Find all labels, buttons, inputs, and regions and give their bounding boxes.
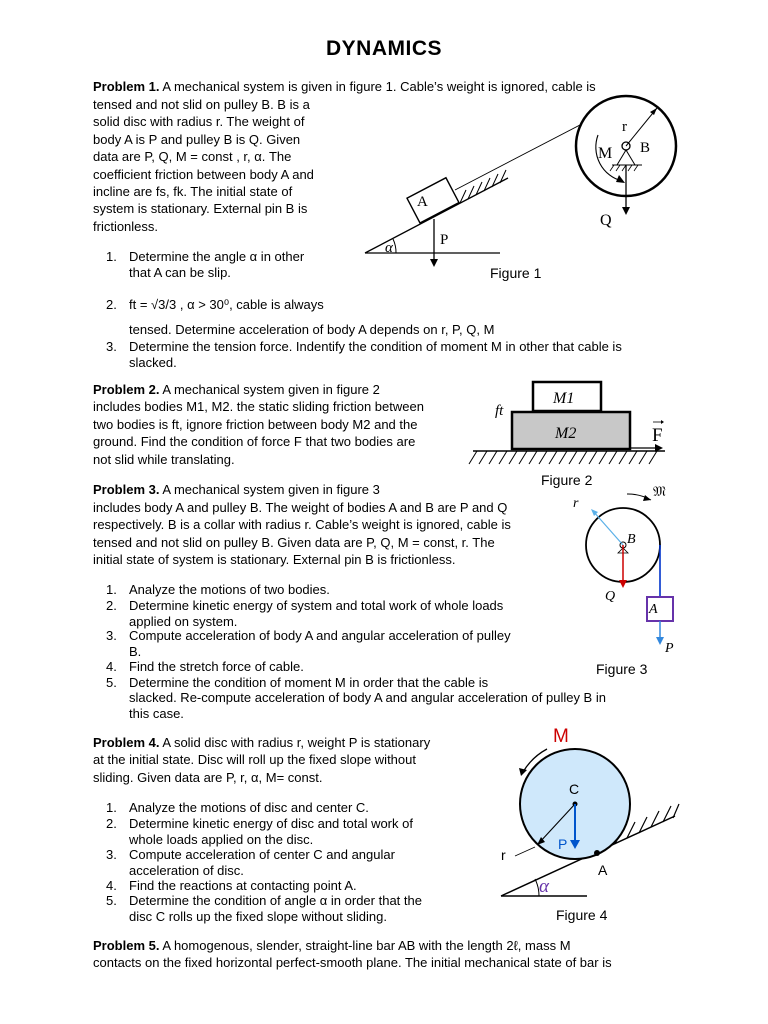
- label-Q: Q: [600, 212, 612, 229]
- problem-1-intro: [93, 78, 675, 95]
- problem-4-item-number: 1.: [106, 800, 117, 815]
- problem-5-body: [93, 937, 675, 972]
- item-line: slacked. Re-compute acceleration of body A and angular acceleration of pulley B in: [129, 690, 606, 705]
- problem-4-item-number: 5.: [106, 893, 117, 908]
- label-r: r: [573, 496, 579, 511]
- item-line: ft = √3/3 , α > 30⁰, cable is always: [129, 297, 324, 312]
- problem-3-item-number: 1.: [106, 582, 117, 597]
- label-M: M: [553, 726, 569, 747]
- problem-1-line: frictionless.: [93, 218, 159, 234]
- label-moment: 𝔐: [653, 485, 666, 500]
- problem-4-item-number: 4.: [106, 878, 117, 893]
- problem-1-line: solid disc with radius r. The weight of: [93, 114, 305, 130]
- problem-4-label: Problem 4.: [93, 735, 160, 750]
- problem-1-line: system is stationary. External pin B is: [93, 201, 308, 217]
- item-line: Analyze the motions of two bodies.: [129, 582, 330, 597]
- label-M1: M1: [553, 390, 575, 407]
- label-P: P: [440, 232, 449, 248]
- figure-1: [360, 95, 680, 270]
- problem-1-line: tensed and not slid on pulley B. B is a: [93, 97, 310, 112]
- problem-1-line: incline are fs, fk. The initial state of: [93, 184, 293, 200]
- page-title: DYNAMICS: [325, 37, 442, 60]
- label-r: r: [501, 847, 506, 863]
- label-r: r: [622, 119, 627, 135]
- item-line: slacked.: [129, 354, 177, 370]
- figure-4: [495, 722, 685, 904]
- problem-1-item-continued: [129, 322, 675, 338]
- item-line: Find the reactions at contacting point A.: [129, 878, 357, 893]
- label-B: B: [627, 532, 636, 547]
- problem-4-body: [93, 734, 479, 786]
- problem-1-intro-text: A mechanical system is given in figure 1. Cable’s weight is ignored, cable is: [162, 79, 596, 94]
- problem-3-label: Problem 3.: [93, 482, 160, 497]
- problem-3-item: [129, 659, 559, 675]
- problem-4-item: [129, 878, 479, 894]
- label-ft: ft: [495, 403, 504, 419]
- item-line: that A can be slip.: [129, 264, 231, 280]
- problem-4-line: at the initial state. Disc will roll up the fixed slope without: [93, 752, 416, 768]
- problem-5-line: A homogenous, slender, straight-line bar AB with the length 2ℓ, mass M: [162, 938, 571, 953]
- problem-3-line: A mechanical system given in figure 3: [162, 482, 380, 497]
- item-line: Determine the tension force. Indentify the condition of moment M in other that cable is: [129, 339, 622, 354]
- problem-3-item: [129, 675, 559, 691]
- problem-3-item-number: 5.: [106, 675, 117, 690]
- problem-4-item-number: 2.: [106, 816, 117, 831]
- item-line: Determine kinetic energy of disc and total work of: [129, 816, 413, 831]
- item-line: Find the stretch force of cable.: [129, 659, 304, 674]
- item-line: B.: [129, 643, 142, 659]
- label-M2: M2: [555, 425, 577, 442]
- item-line: Compute acceleration of center C and angular: [129, 847, 395, 862]
- problem-2-label: Problem 2.: [93, 382, 160, 397]
- item-line: Analyze the motions of disc and center C.: [129, 800, 369, 815]
- item-line: whole loads applied on the disc.: [129, 831, 314, 847]
- label-P: P: [558, 836, 568, 852]
- problem-1-item: [129, 249, 347, 280]
- problem-2-line: includes bodies M1, M2. the static sliding friction between: [93, 399, 424, 415]
- problem-2-line: not slid while translating.: [93, 451, 235, 467]
- problem-4-line: sliding. Given data are P, r, α, M= const.: [93, 769, 323, 785]
- figure-2: [465, 378, 680, 468]
- label-F: F: [652, 425, 663, 446]
- label-A: A: [417, 194, 428, 210]
- problem-2-line: ground. Find the condition of force F that two bodies are: [93, 434, 416, 450]
- problem-2-line: two bodies is ft, ignore friction between body M2 and the: [93, 416, 418, 432]
- problem-1-body: [93, 96, 348, 235]
- problem-5-line: contacts on the fixed horizontal perfect-smooth plane. The initial mechanical state of bar is: [93, 955, 612, 971]
- label-alpha: α: [385, 240, 393, 256]
- label-P: P: [665, 641, 674, 656]
- figure-2-caption: Figure 2: [541, 472, 593, 488]
- problem-1-line: coefficient friction between body A and: [93, 166, 314, 182]
- label-alpha: α: [539, 876, 549, 897]
- problem-3-line: initial state of system is stationary. External pin B is frictionless.: [93, 552, 456, 568]
- problem-1-item: [129, 297, 349, 313]
- label-C: C: [569, 781, 580, 797]
- problem-3-line: respectively. B is a collar with radius r. Cable’s weight is ignored, cable is: [93, 517, 511, 533]
- problem-1-item-number: 2.: [106, 297, 117, 312]
- problem-3-item: [129, 628, 559, 659]
- problem-3-item: [129, 598, 559, 629]
- item-line: Compute acceleration of body A and angular acceleration of pulley: [129, 628, 511, 643]
- problem-3-item-continued: [129, 690, 675, 721]
- item-line: tensed. Determine acceleration of body A depends on r, P, Q, M: [129, 322, 495, 337]
- problem-1-line: body A is P and pulley B is Q. Given: [93, 131, 301, 147]
- problem-1-line: data are P, Q, M = const , r, α. The: [93, 149, 292, 165]
- figure-3: [565, 482, 685, 660]
- problem-1-label: Problem 1.: [93, 79, 160, 94]
- figure-1-caption: Figure 1: [490, 265, 542, 281]
- label-M: M: [598, 145, 613, 162]
- problem-2-line: A mechanical system given in figure 2: [162, 382, 380, 397]
- figure-4-caption: Figure 4: [556, 907, 608, 923]
- problem-3-item: [129, 582, 559, 598]
- problem-3-first: [93, 481, 455, 498]
- problem-1-item: [129, 339, 675, 370]
- problem-2-body: [93, 381, 455, 468]
- problem-4-item: [129, 847, 479, 878]
- item-line: Determine kinetic energy of system and total work of whole loads: [129, 598, 504, 613]
- item-line: disc C rolls up the fixed slope without sliding.: [129, 908, 387, 924]
- problem-1-item-number: 1.: [106, 249, 117, 264]
- item-line: acceleration of disc.: [129, 862, 244, 878]
- problem-3-line: includes body A and pulley B. The weight of bodies A and B are P and Q: [93, 500, 508, 515]
- figure-3-caption: Figure 3: [596, 661, 648, 677]
- item-line: this case.: [129, 705, 184, 721]
- item-line: Determine the condition of angle α in order that the: [129, 893, 422, 908]
- problem-3-item-number: 4.: [106, 659, 117, 674]
- problem-3-item-number: 2.: [106, 598, 117, 613]
- problem-5-label: Problem 5.: [93, 938, 160, 953]
- problem-3-line: tensed and not slid on pulley B. Given data are P, Q, M = const, r. The: [93, 534, 495, 550]
- problem-1-item-number: 3.: [106, 339, 117, 354]
- item-line: Determine the condition of moment M in order that the cable is: [129, 675, 489, 690]
- problem-3-item-number: 3.: [106, 628, 117, 643]
- problem-4-item-number: 3.: [106, 847, 117, 862]
- label-A: A: [649, 602, 658, 617]
- problem-4-item: [129, 893, 479, 924]
- problem-4-item: [129, 816, 479, 847]
- problem-4-line: A solid disc with radius r, weight P is stationary: [162, 735, 431, 750]
- label-Q: Q: [605, 589, 616, 604]
- label-A: A: [598, 862, 608, 878]
- problem-3-body: [93, 499, 559, 569]
- item-line: applied on system.: [129, 613, 238, 629]
- problem-4-item: [129, 800, 479, 816]
- item-line: Determine the angle α in other: [129, 249, 305, 264]
- label-B: B: [640, 140, 651, 156]
